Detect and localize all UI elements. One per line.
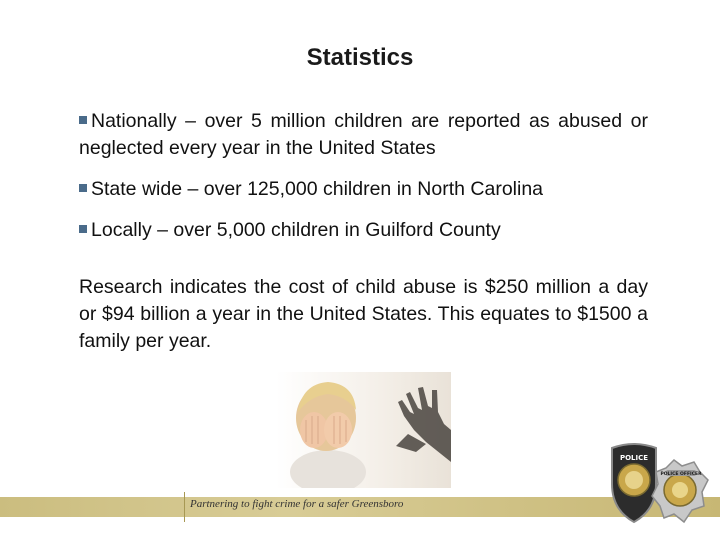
bullet-square-icon — [79, 116, 87, 124]
slide-content — [79, 108, 648, 355]
bullet-square-icon — [79, 184, 87, 192]
child-shirt — [290, 450, 366, 488]
bullet-locally — [79, 217, 648, 244]
bullet-nationally — [79, 108, 648, 162]
footer-divider — [184, 492, 185, 522]
bullet-text: Nationally – over 5 million children are reported as abused or neglected every year in the United States — [79, 110, 648, 159]
police-shield-badge-icon — [612, 444, 656, 522]
slide-title: Statistics — [306, 44, 414, 71]
bullet-square-icon — [79, 225, 87, 233]
bullet-text: Locally – over 5,000 children in Guilford County — [91, 219, 501, 241]
shadow-hand-icon — [396, 387, 451, 462]
police-badges-logo — [604, 440, 714, 530]
child-right-hand — [324, 412, 352, 448]
research-paragraph: Research indicates the cost of child abuse is $250 million a day or $94 billion a year in the United States. This equates to $1500 a family per year. — [79, 276, 648, 352]
bullet-statewide — [79, 176, 648, 203]
bullet-text: State wide – over 125,000 children in North Carolina — [91, 178, 544, 200]
svg-text:POLICE OFFICER: POLICE OFFICER — [660, 472, 702, 477]
police-badges — [604, 440, 714, 530]
footer-tagline: Partnering to fight crime for a safer Greensboro — [190, 498, 404, 510]
svg-text:POLICE: POLICE — [619, 454, 649, 462]
child-shadow-photo — [276, 372, 451, 488]
police-officer-badge-icon — [652, 460, 708, 522]
child-left-hand — [300, 412, 328, 448]
child-hiding-face-image — [276, 372, 451, 488]
